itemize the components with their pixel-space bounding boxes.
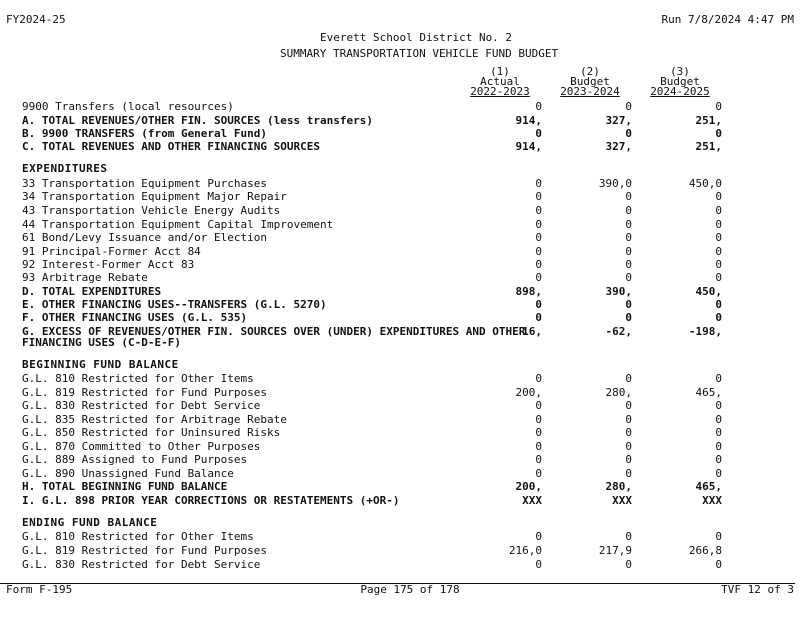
- section-title: BEGINNING FUND BALANCE: [22, 358, 179, 371]
- col2-year: 2023-2024: [560, 85, 620, 98]
- row-label: 44 Transportation Equipment Capital Improvement: [22, 218, 334, 231]
- value-col3: 0: [715, 467, 722, 480]
- value-col1: 0: [535, 100, 542, 113]
- run-timestamp: Run 7/8/2024 4:47 PM: [661, 13, 794, 26]
- value-col3: 0: [715, 298, 722, 311]
- value-col3: 0: [715, 426, 722, 439]
- value-col2: 0: [625, 231, 632, 244]
- row-label: 61 Bond/Levy Issuance and/or Election: [22, 231, 268, 244]
- row-label: G. EXCESS OF REVENUES/OTHER FIN. SOURCES OVER (UNDER) EXPENDITURES AND OTHER: [22, 325, 526, 338]
- row-label: 43 Transportation Vehicle Energy Audits: [22, 204, 281, 217]
- section-title: EXPENDITURES: [22, 162, 108, 175]
- value-col2: 0: [625, 218, 632, 231]
- row-label: 93 Arbitrage Rebate: [22, 271, 148, 284]
- district-name: Everett School District No. 2: [320, 31, 513, 44]
- value-col1: 0: [535, 311, 542, 324]
- row-label: G.L. 830 Restricted for Debt Service: [22, 399, 261, 412]
- row-label: G.L. 870 Committed to Other Purposes: [22, 440, 261, 453]
- value-col1: 0: [535, 218, 542, 231]
- row-label: 34 Transportation Equipment Major Repair: [22, 190, 287, 203]
- value-col2: 0: [625, 440, 632, 453]
- value-col3: 251,: [695, 114, 722, 127]
- value-col2: 0: [625, 558, 632, 571]
- row-label: 92 Interest-Former Acct 83: [22, 258, 195, 271]
- value-col2: 0: [625, 372, 632, 385]
- value-col1: 0: [535, 426, 542, 439]
- row-label: C. TOTAL REVENUES AND OTHER FINANCING SOURCES: [22, 140, 321, 153]
- value-col1: 914,: [515, 140, 542, 153]
- value-col1: XXX: [522, 494, 542, 507]
- value-col3: 450,: [695, 285, 722, 298]
- value-col3: 0: [715, 440, 722, 453]
- value-col3: 0: [715, 258, 722, 271]
- value-col1: 0: [535, 271, 542, 284]
- value-col1: 914,: [515, 114, 542, 127]
- row-label: G.L. 830 Restricted for Debt Service: [22, 558, 261, 571]
- value-col1: 0: [535, 204, 542, 217]
- value-col1: 0: [535, 453, 542, 466]
- value-col3: 0: [715, 311, 722, 324]
- value-col1: 0: [535, 530, 542, 543]
- page-number: Page 175 of 178: [360, 583, 460, 596]
- value-col1: 0: [535, 372, 542, 385]
- value-col2: 0: [625, 453, 632, 466]
- row-label: G.L. 810 Restricted for Other Items: [22, 372, 254, 385]
- value-col1: 0: [535, 467, 542, 480]
- value-col3: 0: [715, 372, 722, 385]
- value-col2: 280,: [605, 386, 632, 399]
- value-col1: 200,: [515, 386, 542, 399]
- col1-number: (1): [490, 65, 510, 78]
- row-label: A. TOTAL REVENUES/OTHER FIN. SOURCES (less transfers): [22, 114, 373, 127]
- row-label: I. G.L. 898 PRIOR YEAR CORRECTIONS OR RESTATEMENTS (+OR-): [22, 494, 400, 507]
- fund-page-number: TVF 12 of 3: [721, 583, 794, 596]
- value-col1: 0: [535, 298, 542, 311]
- value-col2: -62,: [605, 325, 632, 338]
- value-col2: 327,: [605, 140, 632, 153]
- value-col2: 0: [625, 127, 632, 140]
- value-col1: 216,0: [508, 544, 542, 557]
- row-label: G.L. 835 Restricted for Arbitrage Rebate: [22, 413, 287, 426]
- col3-label: Budget: [660, 75, 700, 88]
- value-col1: 0: [535, 399, 542, 412]
- value-col1: 0: [535, 127, 542, 140]
- value-col2: 0: [625, 399, 632, 412]
- value-col1: 0: [535, 190, 542, 203]
- row-label: G.L. 819 Restricted for Fund Purposes: [22, 386, 268, 399]
- row-label: B. 9900 TRANSFERS (from General Fund): [22, 127, 268, 140]
- value-col2: 0: [625, 413, 632, 426]
- row-label: D. TOTAL EXPENDITURES: [22, 285, 162, 298]
- row-label: 9900 Transfers (local resources): [22, 100, 234, 113]
- value-col2: 0: [625, 426, 632, 439]
- row-label: 33 Transportation Equipment Purchases: [22, 177, 268, 190]
- value-col2: 0: [625, 204, 632, 217]
- value-col3: 0: [715, 413, 722, 426]
- value-col3: 0: [715, 530, 722, 543]
- value-col2: 390,: [605, 285, 632, 298]
- row-label: G.L. 889 Assigned to Fund Purposes: [22, 453, 248, 466]
- value-col2: 0: [625, 190, 632, 203]
- value-col3: 0: [715, 271, 722, 284]
- value-col2: 0: [625, 311, 632, 324]
- value-col2: 0: [625, 298, 632, 311]
- row-label: G.L. 850 Restricted for Uninsured Risks: [22, 426, 281, 439]
- value-col2: 0: [625, 271, 632, 284]
- value-col2: 327,: [605, 114, 632, 127]
- value-col3: 0: [715, 453, 722, 466]
- value-col3: 0: [715, 399, 722, 412]
- value-col3: 0: [715, 231, 722, 244]
- value-col1: 200,: [515, 480, 542, 493]
- value-col3: 0: [715, 218, 722, 231]
- value-col1: 0: [535, 440, 542, 453]
- value-col1: 0: [535, 558, 542, 571]
- row-label: G.L. 890 Unassigned Fund Balance: [22, 467, 234, 480]
- value-col2: 0: [625, 467, 632, 480]
- value-col2: 390,0: [598, 177, 632, 190]
- value-col3: 0: [715, 100, 722, 113]
- form-number: Form F-195: [6, 583, 73, 596]
- row-label: 91 Principal-Former Acct 84: [22, 245, 201, 258]
- report-title: SUMMARY TRANSPORTATION VEHICLE FUND BUDGET: [280, 47, 559, 60]
- row-label: G.L. 819 Restricted for Fund Purposes: [22, 544, 268, 557]
- value-col3: 266,8: [688, 544, 722, 557]
- col2-number: (2): [580, 65, 600, 78]
- value-col3: -198,: [688, 325, 722, 338]
- row-label-continued: FINANCING USES (C-D-E-F): [22, 336, 181, 349]
- row-label: E. OTHER FINANCING USES--TRANSFERS (G.L. 5270): [22, 298, 327, 311]
- value-col3: 0: [715, 558, 722, 571]
- value-col1: 16,: [522, 325, 542, 338]
- value-col1: 0: [535, 413, 542, 426]
- value-col3: 0: [715, 190, 722, 203]
- section-title: ENDING FUND BALANCE: [22, 516, 158, 529]
- value-col1: 0: [535, 258, 542, 271]
- col1-year: 2022-2023: [470, 85, 530, 98]
- value-col2: 0: [625, 258, 632, 271]
- value-col1: 0: [535, 177, 542, 190]
- value-col1: 898,: [515, 285, 542, 298]
- row-label: H. TOTAL BEGINNING FUND BALANCE: [22, 480, 228, 493]
- value-col3: 251,: [695, 140, 722, 153]
- value-col3: 465,: [695, 386, 722, 399]
- value-col2: XXX: [612, 494, 632, 507]
- top-left-label: FY2024-25: [6, 13, 66, 26]
- value-col3: XXX: [702, 494, 722, 507]
- col2-label: Budget: [570, 75, 610, 88]
- value-col3: 0: [715, 245, 722, 258]
- value-col1: 0: [535, 245, 542, 258]
- col3-number: (3): [670, 65, 690, 78]
- value-col2: 0: [625, 100, 632, 113]
- value-col3: 450,0: [688, 177, 722, 190]
- col1-label: Actual: [480, 75, 520, 88]
- value-col2: 280,: [605, 480, 632, 493]
- col3-year: 2024-2025: [650, 85, 710, 98]
- row-label: F. OTHER FINANCING USES (G.L. 535): [22, 311, 248, 324]
- value-col2: 217,9: [598, 544, 632, 557]
- value-col3: 0: [715, 127, 722, 140]
- value-col2: 0: [625, 245, 632, 258]
- value-col1: 0: [535, 231, 542, 244]
- value-col3: 0: [715, 204, 722, 217]
- value-col2: 0: [625, 530, 632, 543]
- value-col3: 465,: [695, 480, 722, 493]
- row-label: G.L. 810 Restricted for Other Items: [22, 530, 254, 543]
